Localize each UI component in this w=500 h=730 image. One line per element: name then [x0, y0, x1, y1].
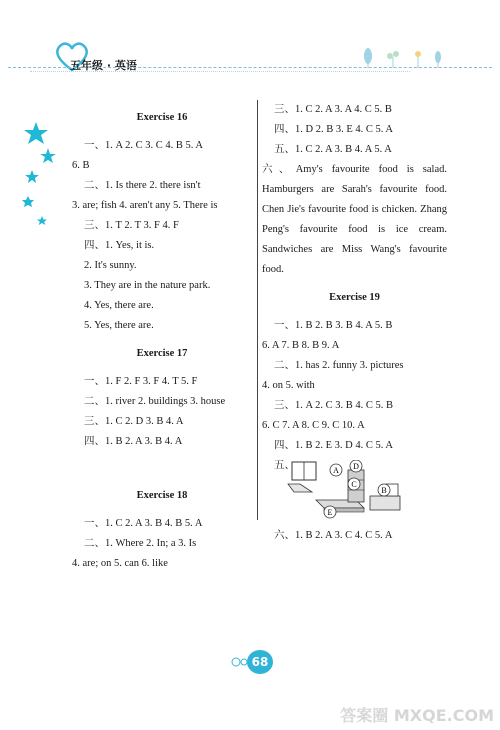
exercise-16-title: Exercise 16	[136, 112, 188, 123]
answer-line: 6. B	[72, 160, 90, 171]
answer-line: 三、1. A 2. C 3. B 4. C 5. B	[274, 400, 394, 411]
answer-line: 六、1. B 2. A 3. C 4. C 5. A	[274, 530, 393, 541]
answer-line: 2. It's sunny.	[84, 260, 137, 271]
answer-line: 3. They are in the nature park.	[84, 280, 211, 291]
exercise-17-title: Exercise 17	[136, 348, 188, 359]
answer-line: 3. are; fish 4. aren't any 5. There is	[72, 200, 218, 211]
answer-line: 四、1. B 2. A 3. B 4. A	[84, 436, 183, 447]
answer-line: 4. are; on 5. can 6. like	[72, 558, 168, 569]
answer-line: 6. A 7. B 8. B 9. A	[262, 340, 340, 351]
answer-line: 一、1. F 2. F 3. F 4. T 5. F	[84, 376, 198, 387]
answer-line: 二、1. has 2. funny 3. pictures	[274, 360, 404, 371]
answer-line: 一、1. C 2. A 3. B 4. B 5. A	[84, 518, 203, 529]
room-figure	[262, 460, 447, 520]
answer-line: 二、1. Is there 2. there isn't	[84, 180, 201, 191]
header-divider-dotted	[30, 71, 410, 72]
answer-line: 4. Yes, there are.	[84, 300, 154, 311]
exercise-19-title: Exercise 19	[329, 292, 380, 303]
column-divider	[257, 100, 258, 520]
room-illustration	[286, 460, 406, 520]
stars-decoration-icon	[20, 120, 60, 230]
page-number: 68	[251, 655, 269, 669]
figure-letter-b: B	[381, 486, 387, 495]
figure-letter-a: A	[333, 466, 339, 475]
exercise-18-title: Exercise 18	[136, 490, 188, 501]
left-column	[72, 100, 252, 574]
answer-line: 二、1. Where 2. In; a 3. Is	[84, 538, 197, 549]
right-column	[262, 100, 447, 546]
answer-line: 四、1. B 2. E 3. D 4. C 5. A	[274, 440, 394, 451]
answer-line: 6. C 7. A 8. C 9. C 10. A	[262, 420, 365, 431]
figure-letter-e: E	[327, 508, 333, 517]
answer-line: 4. on 5. with	[262, 380, 315, 391]
page-number-badge	[230, 647, 274, 677]
answer-line: 三、1. T 2. T 3. F 4. F	[84, 220, 179, 231]
answer-line: 四、1. Yes, it is.	[84, 240, 155, 251]
answer-line: 一、1. B 2. B 3. B 4. A 5. B	[274, 320, 393, 331]
trees-decoration-icon	[360, 46, 460, 70]
watermark-logo: 答案圈 MXQE.COM	[340, 706, 494, 725]
answer-line: 一、1. A 2. C 3. C 4. B 5. A	[84, 140, 204, 151]
answer-line: 5. Yes, there are.	[84, 320, 154, 331]
answer-line: 五、1. C 2. A 3. B 4. A 5. A	[274, 144, 392, 155]
answer-line: 三、1. C 2. A 3. A 4. C 5. B	[274, 104, 392, 115]
grade-subject-label: 五年级 · 英语	[70, 59, 137, 72]
answer-line: 三、1. C 2. D 3. B 4. A	[84, 416, 184, 427]
answer-line: 四、1. D 2. B 3. E 4. C 5. A	[274, 124, 394, 135]
figure-label: 五、	[274, 460, 295, 471]
figure-letter-d: D	[353, 462, 359, 471]
figure-letter-c: C	[351, 480, 357, 489]
answer-paragraph: 六、Amy's favourite food is salad. Hamburgers are Sarah's favourite food. Chen Jie's favourite food is chicken. Zhang Peng's favourite food is ice cream. Sandwiches are Miss Wang's favourite food.	[262, 164, 447, 275]
answer-line: 二、1. river 2. buildings 3. house	[84, 396, 226, 407]
